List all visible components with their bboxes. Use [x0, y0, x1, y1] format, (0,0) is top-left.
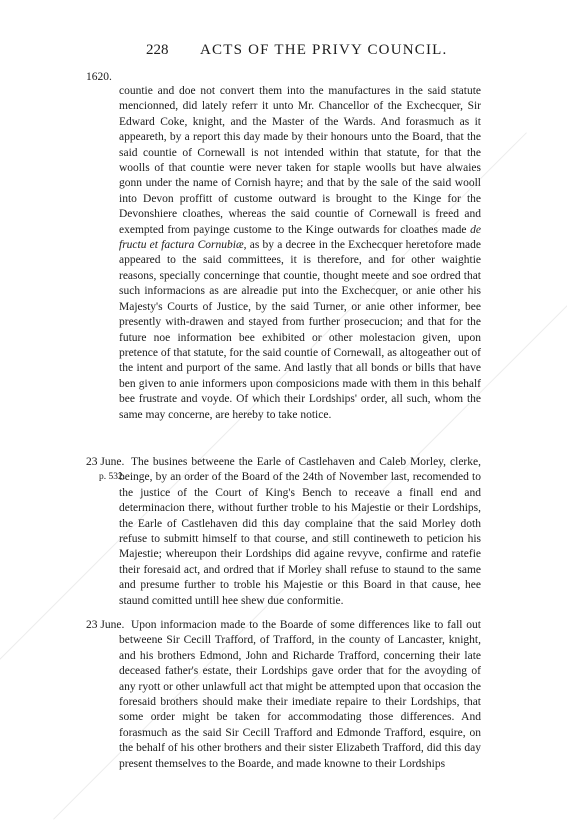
entry-text [119, 84, 481, 423]
entry-text-part: Upon informacion made to the Boarde of some differences like to fall out betweene Sir Cecill Trafford, of Trafford, in the county of Lancaster, knight, and his brothers Edmond, John and Richarde Trafford, concerning their late deceased father's estate, their Lordships gave order that for the avoyding of any ryott or other unlawfull act that might be attempted upon that occasion the foresaid brothers should make their imediate repaire to their Lordships, that some order might be taken for accommodating those differences. And forasmuch as the said Sir Cecill Trafford and Edmonde Trafford, esquire, on the behalf of his other brothers and their sister Elizabeth Trafford, did this day present themselves to the Boarde, and made knowne to their Lordships [119, 619, 481, 770]
entry-text-italic: de fructu et factura Cornubiæ [119, 223, 481, 252]
side-date: 23 June. [86, 456, 125, 468]
side-date: 23 June. [86, 619, 125, 631]
entry-text-part: , as by a decree in the Exchecquer heretofore made appeared to the said committees, it is therefore, and for other waightie reasons, specially concerninge that countie, thought meete and soe ordred that such informacions as are alreadie put into the Exchecquer, or anie other his Majesty's Courts of Justice, by the said Turner, or anie other informer, bee presently with-drawen and stayed from further prosecucion; and that for the future noe information bee exhibited or other molestacion given, upon pretence of that statute, for the said countie of Cornewall, as altogeather out of the intent and purport of the same. And lastly that all bonds or bills that have ben given to anie informers upon composicions made with them in this behalf bee frustrate and voyde. Of which their Lordships' order, all such, whom the same may concerne, are hereby to take notice. [119, 239, 481, 421]
entry-text [119, 618, 481, 772]
entry-text-part: The busines betweene the Earle of Castlehaven and Caleb Morley, clerke, beinge, by an order of the Board of the 24th of November last, recomended to the justice of the Court of King's Bench to receave a finall end and determinacion there, without further troble to his Majestie or their Lordships, the Earle of Castlehaven did this day complaine that the said Morley doth refuse to submitt himself to that course, and still contineweth to peticion his Majestie; whereupon their Lordships did againe revyve, confirme and ratefie their foresaid act, and ordred that if Morley shall refuse to staund to the same and presume further to troble his Majestie or this Board in that cause, hee staund comitted untill hee shew due conformitie. [119, 456, 481, 607]
side-page-ref: p. 532. [99, 472, 126, 482]
running-title: ACTS OF THE PRIVY COUNCIL. [200, 42, 448, 58]
entry-text-part: countie and doe not convert them into the manufactures in the said statute mencionned, did lately referr it unto Mr. Chancellor of the Exchecquer, Sir Edward Coke, knight, and the Master of the Wards. And forasmuch as it appeareth, by a report this day made by their honours unto the Board, that the said countie of Cornewall is not intended within that statute, for that the woolls of that countie were never taken for staple woolls but have alwaies gonn under the name of Cornish hayre; and that by the sale of the said wooll into Devon proffitt of custome outward is brought to the Kinge for the Devonshiere cloathes, whereas the said countie of Cornewall is freed and exempted from payinge custome to the Kinge outwards for cloathes made [119, 85, 481, 236]
year-note: 1620. [86, 71, 112, 83]
page-number: 228 [146, 42, 169, 58]
page-header [0, 42, 567, 62]
entry-text [119, 455, 481, 609]
